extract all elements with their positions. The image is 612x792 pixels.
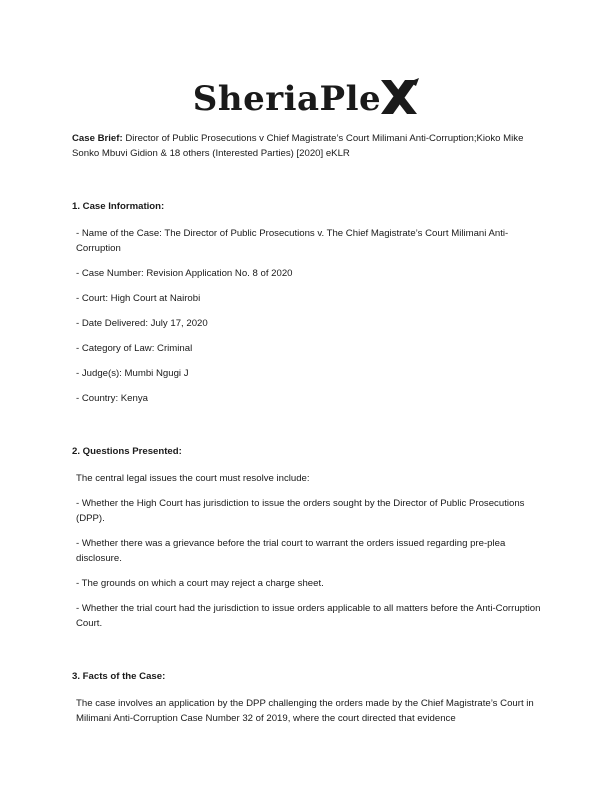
case-info-date: - Date Delivered: July 17, 2020	[76, 318, 208, 329]
question-item-trial-court: - Whether the trial court had the jurisdiction to issue orders applicable to all matters before the Anti-Corruption Court.	[76, 603, 541, 629]
case-info-category: - Category of Law: Criminal	[76, 343, 193, 354]
facts-paragraph: The case involves an application by the DPP challenging the orders made by the Chief Magistrate’s Court in Milimani Anti-Corruption Case Number 32 of 2019, where the court directed that evidence	[76, 698, 534, 724]
case-info-country: - Country: Kenya	[76, 393, 148, 404]
x-mark-icon	[379, 78, 419, 116]
logo-wordmark: SheriaPle	[192, 79, 382, 119]
section-heading-case-information: 1. Case Information:	[72, 201, 165, 212]
case-brief-label: Case Brief:	[72, 133, 123, 144]
case-info-name: - Name of the Case: The Director of Public Prosecutions v. The Chief Magistrate’s Court Milimani Anti-Corruption	[76, 228, 509, 254]
question-item-jurisdiction: - Whether the High Court has jurisdiction to issue the orders sought by the Director of Public Prosecutions (DPP).	[76, 498, 525, 524]
case-info-court: - Court: High Court at Nairobi	[76, 293, 201, 304]
question-item-charge-sheet: - The grounds on which a court may reject a charge sheet.	[76, 578, 324, 589]
case-info-number: - Case Number: Revision Application No. 8 of 2020	[76, 268, 293, 279]
case-brief-text: Director of Public Prosecutions v Chief Magistrate’s Court Milimani Anti-Corruption;Kioko Mike Sonko Mbuvi Gidion & 18 others (Interested Parties) [2020] eKLR	[72, 133, 524, 159]
questions-intro: The central legal issues the court must resolve include:	[76, 473, 310, 484]
question-item-grievance: - Whether there was a grievance before the trial court to warrant the orders issued regarding pre-plea disclosure.	[76, 538, 506, 564]
sheriaplex-logo	[0, 74, 612, 124]
document-body	[72, 131, 542, 726]
case-info-judges: - Judge(s): Mumbi Ngugi J	[76, 368, 189, 379]
case-brief	[72, 131, 542, 161]
section-heading-facts: 3. Facts of the Case:	[72, 671, 166, 682]
section-heading-questions-presented: 2. Questions Presented:	[72, 446, 182, 457]
